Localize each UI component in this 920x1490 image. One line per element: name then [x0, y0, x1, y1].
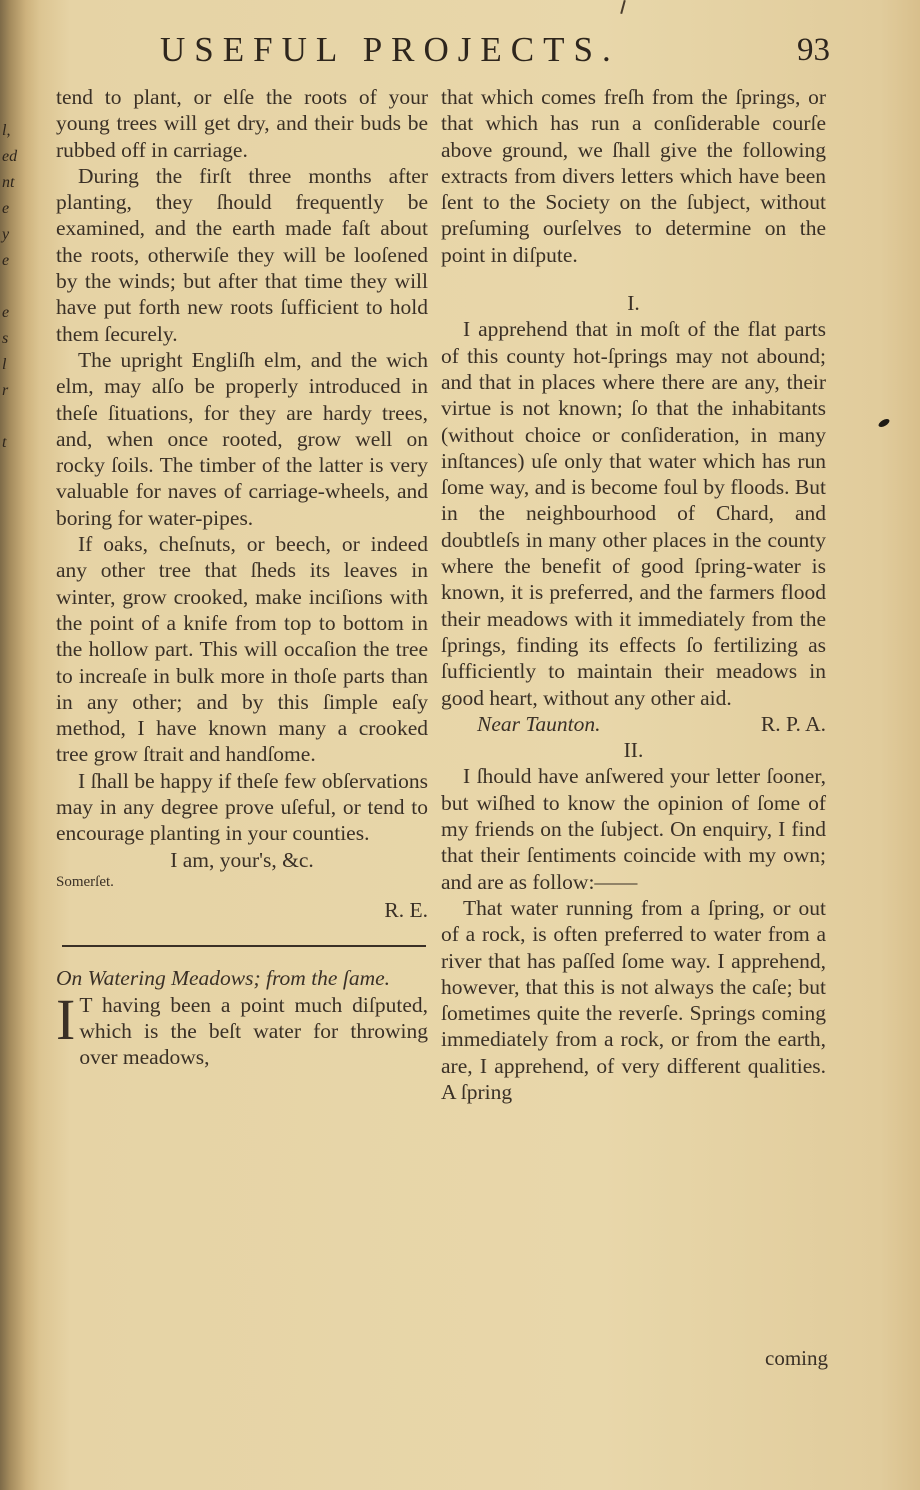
paragraph: During the firſt three months after planting, they ſhould frequently be examined, and the earth made faſt about the roots, otherwiſe they will be looſened by the winds; but after that time they will have put forth new roots ſufficient to hold them ſecurely. — [56, 163, 428, 346]
paragraph: I ſhould have anſwered your letter ſooner, but wiſhed to know the opinion of ſome of my friends on the ſubject. On enquiry, I find that their ſentiments coincide with my own; and are as follow:—— — [441, 764, 826, 894]
section-numeral: I. — [627, 291, 640, 316]
left-column — [56, 84, 428, 1070]
page-number: 93 — [797, 32, 830, 68]
place-name: Near Taunton. — [477, 711, 601, 736]
drop-cap: I — [56, 986, 76, 1052]
running-header — [160, 30, 830, 78]
paragraph: that which comes freſh from the ſprings, or that which has run a conſiderable courſe above ground, we ſhall give the following extracts from divers letters which have been ſent to the Society on the ſubject, without preſuming ourſelves to determine on the point in diſpute. — [441, 85, 826, 267]
paragraph: I T having been a point much diſputed, which is the beſt water for throwing over meadows, — [56, 986, 428, 1070]
attribution — [441, 711, 826, 737]
right-column — [441, 84, 826, 1105]
paragraph: That water running from a ſpring, or out of a rock, is often preferred to water from a river that has paſſed ſome way. I apprehend, however, that this is not always the caſe; but ſometimes quite the reverſe. Springs coming immediately from a rock, or from the earth, are, I apprehend, of very different qualities. A ſpring — [441, 895, 826, 1104]
signature: R. E. — [384, 897, 428, 922]
ink-mark — [620, 0, 626, 14]
catchword: coming — [765, 1346, 828, 1370]
paragraph: The upright Engliſh elm, and the wich elm, may alſo be properly introduced in theſe ſituations, for they are hardy trees, and, when once rooted, grow well on rocky ſoils. The timber of the latter is very valuable for naves of carriage-wheels, and boring for water-pipes. — [56, 347, 428, 530]
article-title: On Watering Meadows; from the ſame. — [56, 966, 391, 991]
place-name: Somerſet. — [56, 873, 114, 890]
gutter-text: l, ed nt e y e e s l r t — [2, 122, 18, 451]
paragraph: tend to plant, or elſe the roots of your young trees will get dry, and their buds be rubbed off in carriage. — [56, 85, 428, 162]
paragraph: If oaks, cheſnuts, or beech, or indeed any other tree that ſheds its leaves in winter, grow crooked, make inciſions with the point of a knife from top to bottom in the hollow part. This will occaſion the tree to increaſe in bulk more in thoſe parts than in any other; and by this ſimple eaſy method, I have known many a crooked tree grow ſtrait and handſome. — [56, 532, 428, 767]
section-numeral: II. — [623, 738, 644, 763]
closing-line: I am, your's, &c. — [170, 847, 314, 872]
ink-blot — [877, 417, 890, 428]
running-title: USEFUL PROJECTS. — [160, 30, 620, 69]
section-rule — [62, 945, 426, 947]
signature: R. P. A. — [760, 711, 826, 736]
paragraph: I ſhall be happy if theſe few obſervations may in any degree prove uſeful, or tend to encourage planting in your counties. — [56, 768, 428, 846]
paragraph: I apprehend that in moſt of the flat parts of this county hot-ſprings may not abound; and that in places where there are any, their virtue is not known; ſo that the inhabitants (without choice or conſideration, in many inſtances) uſe only that water which has run ſome way, and is become foul by floods. But in the neighbourhood of Chard, and doubtleſs in many other places in the county where the benefit of good ſpring-water is known, it is preferred, and the farmers flood their meadows with it immediately from the ſprings, finding its effects ſo fertilizing as ſufficiently to maintain their meadows in good heart, without any other aid. — [441, 317, 826, 710]
